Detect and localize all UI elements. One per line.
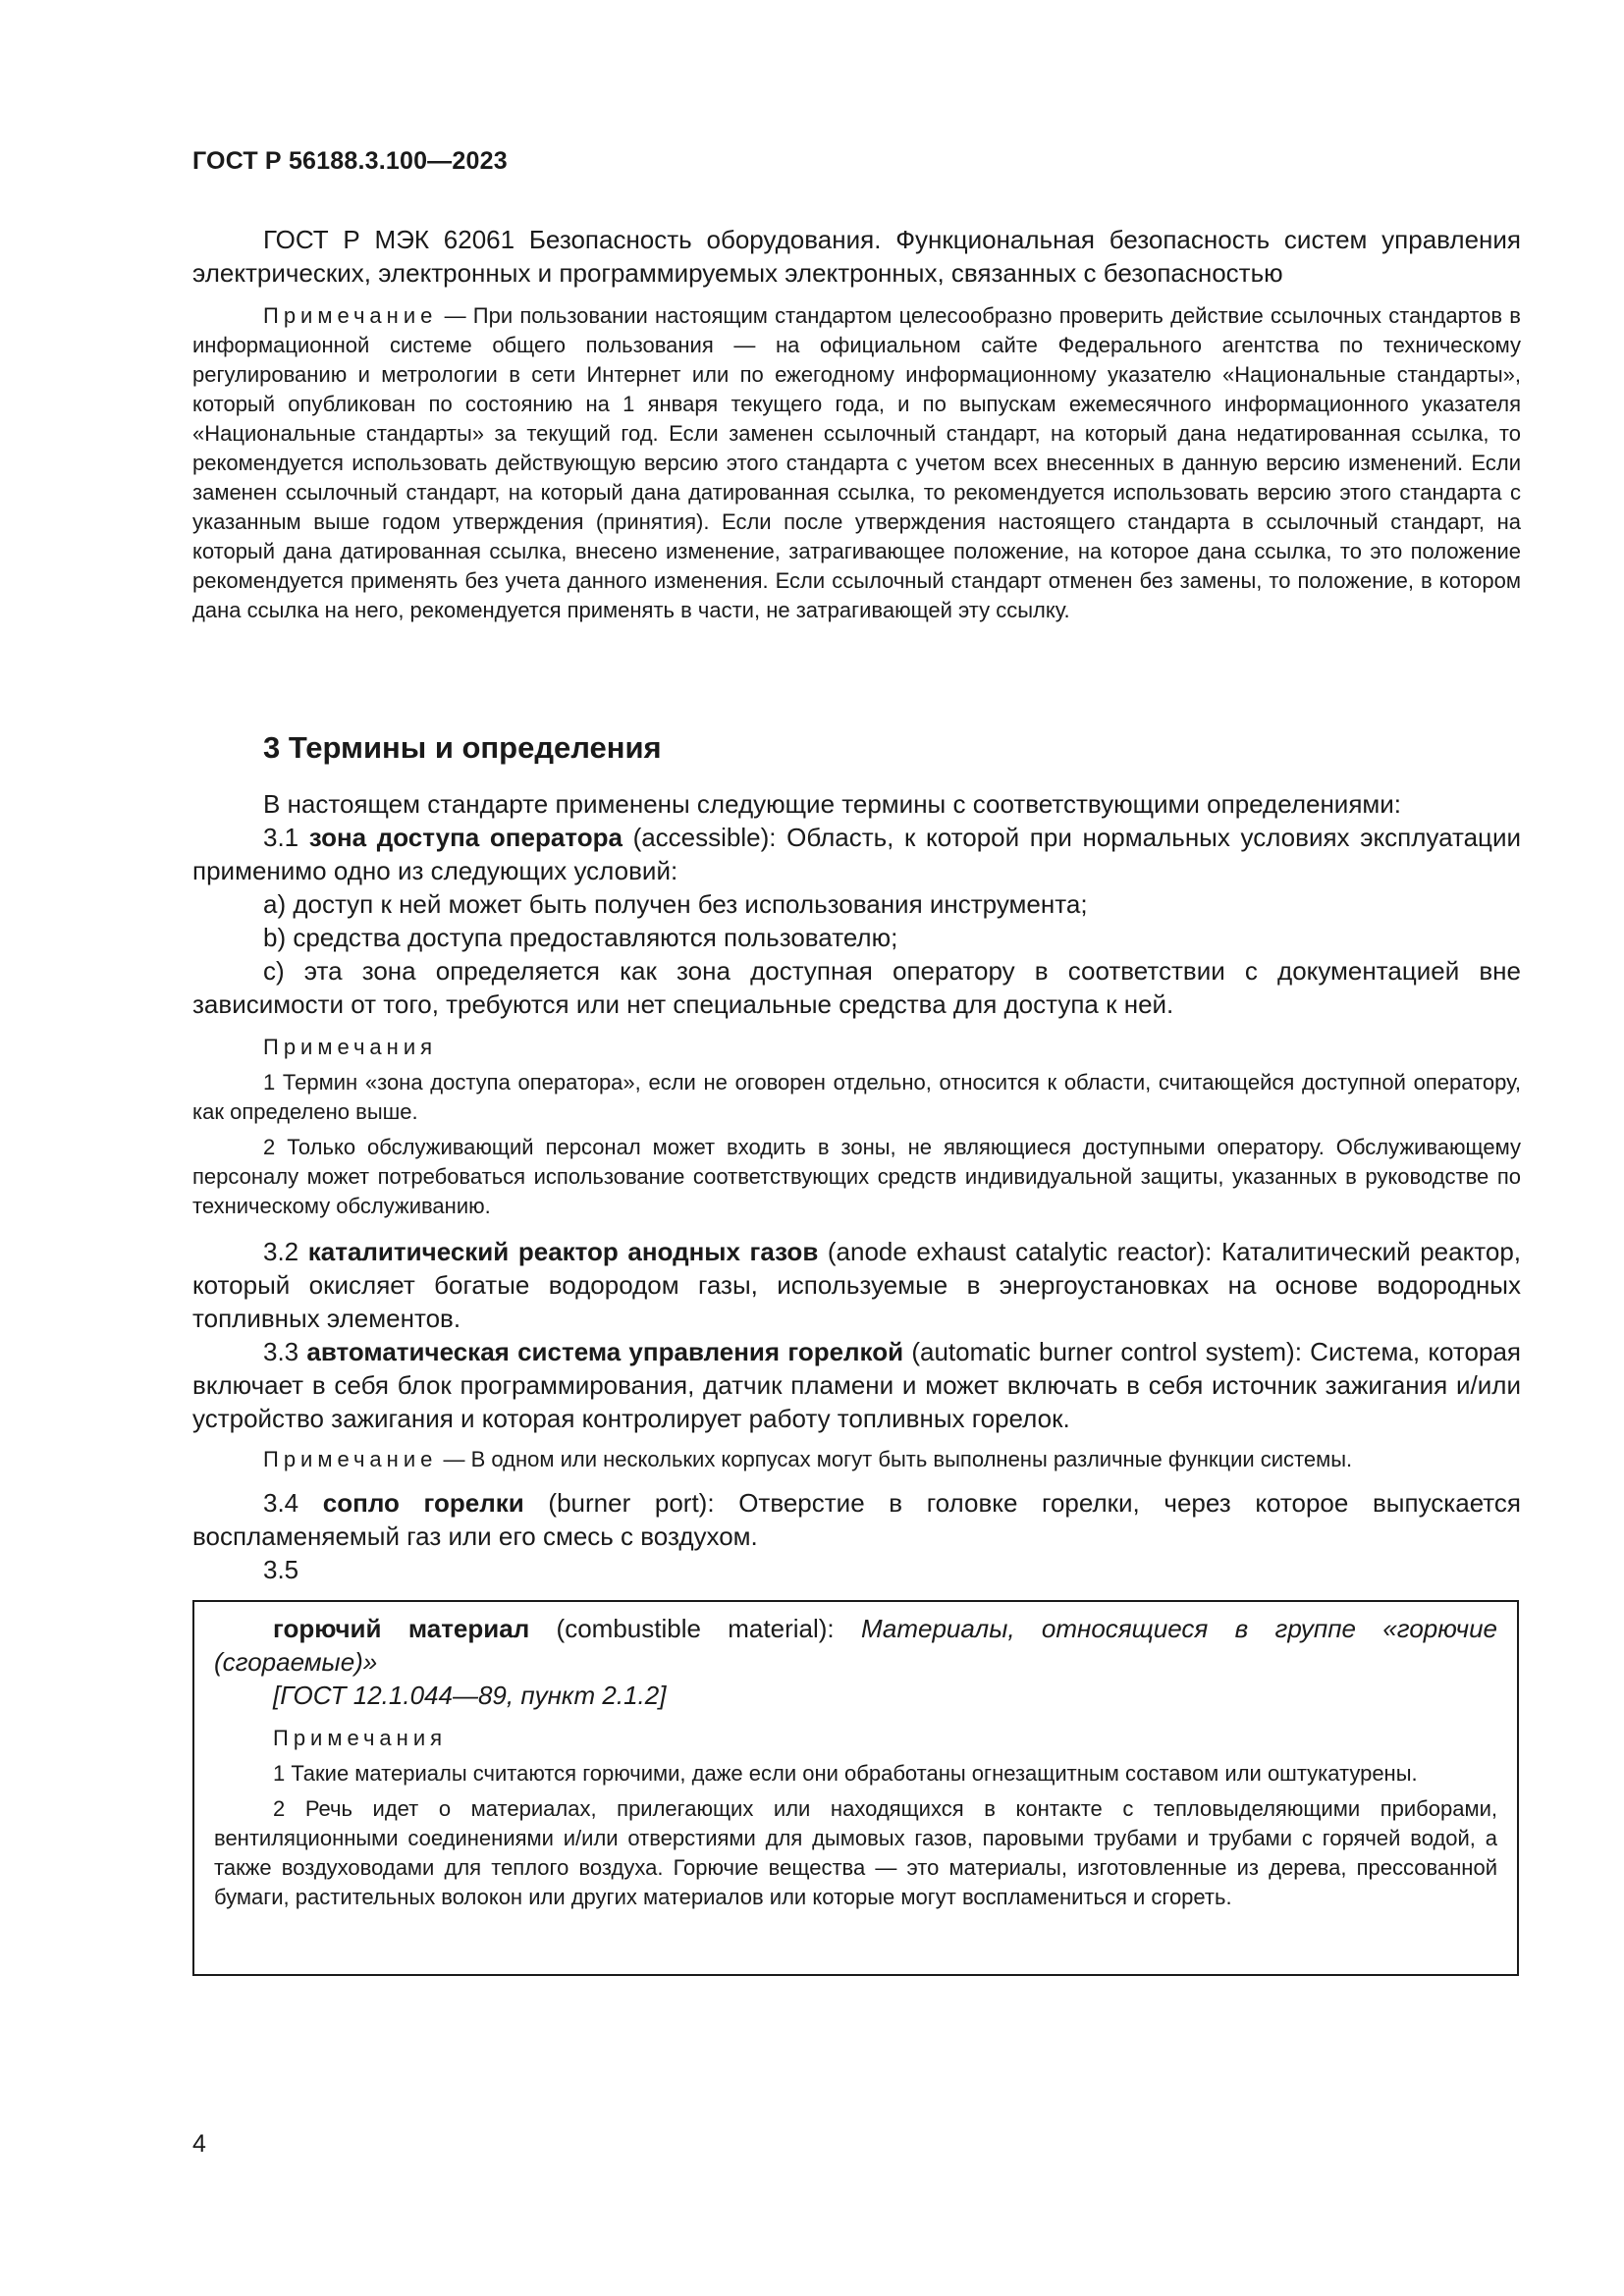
term-3-5-number: 3.5 <box>263 1555 299 1584</box>
term-number: 3.4 <box>263 1488 323 1518</box>
term-name: зона доступа оператора <box>308 823 623 852</box>
note-item: 2 Речь идет о материалах, прилегающих или находящихся в контакте с тепловыделяющими приборами, вентиляционными соединениями и/или отверстиями для дымовых газов, паровыми трубами и трубами с горячей водой, а также воздуховодами для теплого воздуха. Горючие вещества — это материалы, изготовленные из дерева, прессованной бумаги, растительных волокон или других материалов или которые могут воспламениться и сгореть. <box>214 1796 1497 1909</box>
term-number: 3.3 <box>263 1337 307 1366</box>
note-label: Примечание <box>263 303 438 328</box>
term-definition: (anode exhaust catalytic reactor): Каталитический реактор, который окисляет богатые водородом газы, используемые в энергоустановках на основе водородных топливных элементов. <box>192 1237 1522 1333</box>
term-number: 3.1 <box>263 823 309 852</box>
term-definition: (accessible): Область, к которой при нормальных условиях эксплуатации применимо одно из следующих условий: <box>192 823 1521 885</box>
note-item: 2 Только обслуживающий персонал может входить в зоны, не являющиеся доступными оператору. Обслуживающему персоналу может потребоваться использование соответствующих средств индивидуальной защиты, указанных в руководстве по техническому обслуживанию. <box>192 1135 1521 1218</box>
term-name: сопло горелки <box>322 1488 524 1518</box>
term-number: 3.2 <box>263 1237 308 1266</box>
note-paragraph <box>192 301 1521 625</box>
section-intro: В настоящем стандарте применены следующие термины с соответствующими определениями: <box>263 789 1402 819</box>
notes-label: Примечания <box>273 1726 448 1750</box>
list-item: b) средства доступа предоставляются пользователю; <box>263 923 898 952</box>
term-3-3 <box>192 1335 1521 1435</box>
term-name: каталитический реактор анодных газов <box>307 1237 819 1266</box>
note-label: Примечание <box>263 1447 438 1471</box>
doc-header: ГОСТ Р 56188.3.100—2023 <box>192 147 508 175</box>
page-number: 4 <box>192 2130 206 2158</box>
note-text: — В одном или нескольких корпусах могут быть выполнены различные функции системы. <box>437 1447 1353 1471</box>
list-item: a) доступ к ней может быть получен без использования инструмента; <box>263 889 1088 919</box>
term-3-5 <box>214 1612 1497 1679</box>
term-3-5-frame <box>192 1600 1519 1976</box>
note-paragraph <box>192 1445 1521 1474</box>
term-3-1 <box>192 821 1521 887</box>
reference-entry: ГОСТ Р МЭК 62061 Безопасность оборудования. Функциональная безопасность систем управления электрических, электронных и программируемых электронных, связанных с безопасностью <box>192 225 1521 288</box>
term-3-2 <box>192 1235 1521 1335</box>
term-definition: (burner port): Отверстие в головке горелки, через которое выпускается воспламеняемый газ или его смесь с воздухом. <box>192 1488 1521 1551</box>
term-definition: (automatic burner control system): Система, которая включает в себя блок программирования, датчик пламени и может включать в себя источник зажигания и/или устройство зажигания и которая контролирует работу топливных горелок. <box>192 1337 1521 1433</box>
references-block <box>192 223 1521 625</box>
list-item: c) эта зона определяется как зона доступная оператору в соответствии с документацией вне зависимости от того, требуются или нет специальные средства для доступа к ней. <box>192 956 1521 1019</box>
note-item: 1 Термин «зона доступа оператора», если не оговорен отдельно, относится к области, считающейся доступной оператору, как определено выше. <box>192 1070 1521 1124</box>
term-3-4 <box>192 1486 1521 1553</box>
section-3 <box>192 728 1521 1586</box>
note-item: 1 Такие материалы считаются горючими, даже если они обработаны огнезащитным составом или оштукатурены. <box>273 1761 1418 1786</box>
term-source: [ГОСТ 12.1.044—89, пункт 2.1.2] <box>273 1681 667 1710</box>
note-text: — При пользовании настоящим стандартом целесообразно проверить действие ссылочных стандартов в информационной системе общего пользования — на официальном сайте Федерального агентства по техническому регулированию и метрологии в сети Интернет или по ежегодному информационному указателю «Национальные стандарты», который опубликован по состоянию на 1 января текущего года, и по выпускам ежемесячного информационного указателя «Национальные стандарты» за текущий год. Если заменен ссылочный стандарт, на который дана недатированная ссылка, то рекомендуется использовать действующую версию этого стандарта с учетом всех внесенных в данную версию изменений. Если заменен ссылочный стандарт, на который дана датированная ссылка, то рекомендуется использовать версию этого стандарта с указанным выше годом утверждения (принятия). Если после утверждения настоящего стандарта в ссылочный стандарт, на который дана датированная ссылка, внесено изменение, затрагивающее положение, на которое дана ссылка, то это положение рекомендуется применять без учета данного изменения. Если ссылочный стандарт отменен без замены, то положение, в котором дана ссылка на него, рекомендуется применять в части, не затрагивающей эту ссылку. <box>192 303 1521 622</box>
term-name: автоматическая система управления горелкой <box>306 1337 904 1366</box>
term-definition: Материалы, относящиеся в группе «горючие (сгораемые)» <box>214 1614 1497 1677</box>
term-english: (combustible material): <box>529 1614 861 1643</box>
notes-label: Примечания <box>263 1035 438 1059</box>
term-name: горючий материал <box>273 1614 530 1643</box>
section-heading: 3 Термины и определения <box>263 730 662 765</box>
